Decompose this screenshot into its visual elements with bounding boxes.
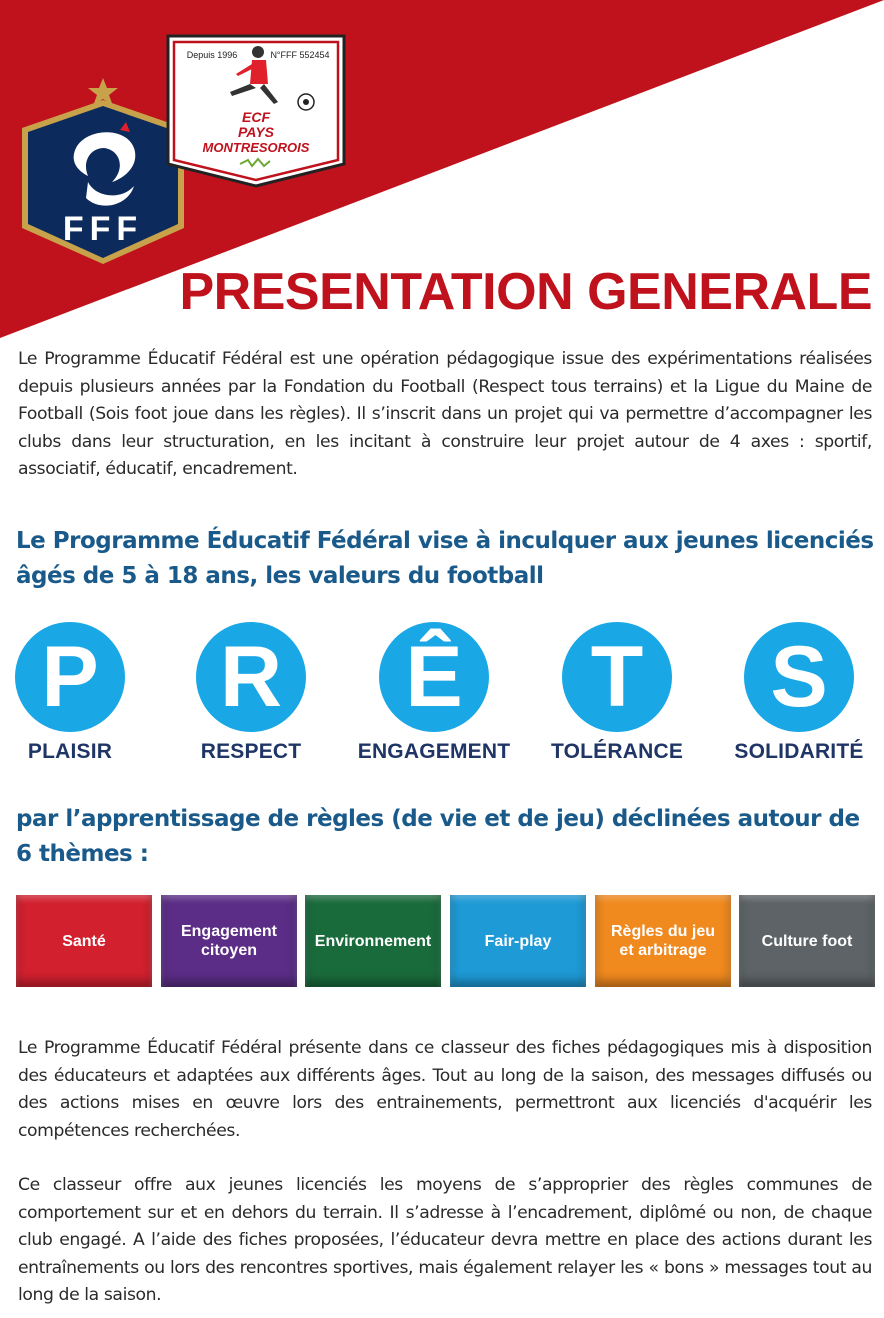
fff-logo-text: FFF xyxy=(62,210,144,248)
theme-label: Engagement citoyen xyxy=(180,923,277,959)
value-label: PLAISIR xyxy=(27,740,113,763)
value-tolerance xyxy=(527,622,707,764)
themes-heading: par l’apprentissage de règles (de vie et de jeu) déclinées autour de 6 thèmes : xyxy=(16,806,860,867)
theme-environnement xyxy=(305,895,441,987)
value-letter: Ê xyxy=(379,622,489,732)
page-title: PRESENTATION GENERALE xyxy=(179,263,872,321)
theme-label: Fair-play xyxy=(484,932,552,950)
club-logo xyxy=(160,14,352,190)
value-letter: R xyxy=(196,622,306,732)
theme-regles-du-jeu xyxy=(595,895,731,987)
value-solidarite xyxy=(709,622,884,764)
club-name-line2: PAYS xyxy=(237,124,275,140)
ball-icon xyxy=(298,94,314,110)
club-number: N°FFF 552454 xyxy=(270,50,330,60)
classeur-paragraph: Le Programme Éducatif Fédéral présente dans ce classeur des fiches pédagogiques mis à disposition des éducateurs et adaptées aux différents âges. Tout au long de la saison, des messages diffusés ou des actions mises en œuvre lors des entrainements, permettront aux licenciés d'acquérir les compétences recherchées. xyxy=(18,1038,872,1141)
club-name-line1: ECF xyxy=(242,109,270,125)
club-since: Depuis 1996 xyxy=(186,50,238,60)
conclusion-paragraph: Ce classeur offre aux jeunes licenciés les moyens de s’approprier des règles communes de comportement sur et en dehors du terrain. Il s’adresse à l’encadrement, diplômé ou non, de chaque club engagé. A l’aide des fiches proposées, l’éducateur devra mettre en place des actions durant les entraînements ou lors des rencontres sportives, mais également relayer les « bons » messages tout au long de la saison. xyxy=(18,1175,872,1305)
value-plaisir xyxy=(0,622,160,764)
value-label: ENGAGEMENT xyxy=(357,740,511,763)
club-name-line3: MONTRESOROIS xyxy=(202,140,310,155)
intro-paragraph: Le Programme Éducatif Fédéral est une opération pédagogique issue des expérimentations réalisées depuis plusieurs années par la Fondation du Football (Respect tous terrains) et la Ligue du Maine de Football (Sois foot joue dans les règles). Il s’inscrit dans un projet qui va permettre d’accompagner les clubs dans leur structuration, en les incitant à construire leur projet autour de 4 axes : sportif, associatif, éducatif, encadrement. xyxy=(18,349,872,479)
values-row xyxy=(0,622,884,772)
value-label: SOLIDARITÉ xyxy=(734,740,864,763)
values-heading: Le Programme Éducatif Fédéral vise à inculquer aux jeunes licenciés âgés de 5 à 18 ans, les valeurs du football xyxy=(16,528,874,589)
theme-engagement-citoyen xyxy=(161,895,297,987)
value-label: RESPECT xyxy=(200,740,302,763)
value-letter: P xyxy=(15,622,125,732)
value-label: TOLÉRANCE xyxy=(550,740,684,763)
value-letter: S xyxy=(744,622,854,732)
value-respect xyxy=(161,622,341,764)
themes-row xyxy=(16,895,878,989)
theme-label: Culture foot xyxy=(761,932,853,950)
theme-label: Environnement xyxy=(314,932,432,950)
theme-label: Règles du jeu et arbitrage xyxy=(610,923,716,959)
theme-label: Santé xyxy=(62,932,106,950)
value-engagement xyxy=(344,622,524,764)
value-letter: T xyxy=(562,622,672,732)
theme-fair-play xyxy=(450,895,586,987)
theme-culture-foot xyxy=(739,895,875,987)
theme-sante xyxy=(16,895,152,987)
